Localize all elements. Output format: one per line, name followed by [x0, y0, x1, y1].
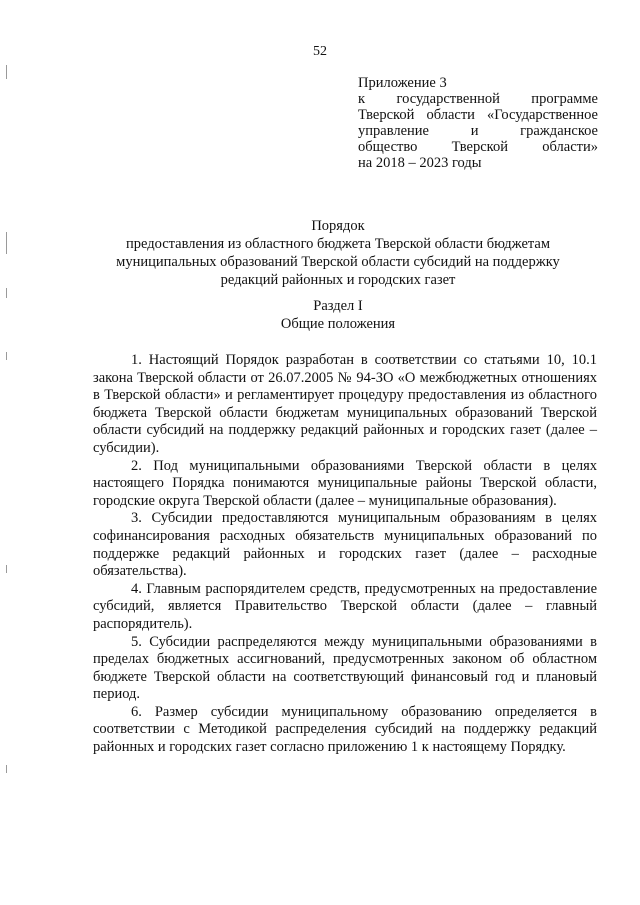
- appendix-line: Приложение 3: [358, 75, 447, 91]
- section-name: Общие положения: [280, 316, 396, 332]
- body-text: [93, 352, 597, 757]
- scan-margin-mark: [6, 352, 7, 360]
- scan-margin-mark: [6, 65, 7, 79]
- title-line: редакций районных и городских газет: [220, 272, 456, 288]
- appendix-line: общество Тверской области»: [358, 139, 598, 155]
- paragraph: 5. Субсидии распределяются между муниципальными образованиями в пределах бюджетных ассигнований, предусмотренных законом об областном бюджете Тверской области на соответствующий финансовый год и плановый период.: [93, 633, 597, 703]
- scan-margin-mark: [6, 765, 7, 773]
- section-number: Раздел I: [313, 298, 363, 314]
- appendix-line: к государственной программе: [358, 91, 598, 107]
- paragraph: 3. Субсидии предоставляются муниципальным образованиям в целях софинансирования расходных обязательств муниципальных образований по поддержке редакций районных и городских газет (далее – расходные обязательства).: [93, 510, 597, 580]
- paragraph: 2. Под муниципальными образованиями Тверской области в целях настоящего Порядка понимаются муниципальные районы Тверской области, городские округа Тверской области (далее – муниципальные образования).: [93, 457, 597, 509]
- document-title: [100, 217, 576, 289]
- scan-margin-mark: [6, 232, 7, 254]
- title-line: муниципальных образований Тверской области субсидий на поддержку: [116, 254, 560, 270]
- paragraph: 1. Настоящий Порядок разработан в соответствии со статьями 10, 10.1 закона Тверской области от 26.07.2005 № 94-ЗО «О межбюджетных отношениях в Тверской области» и регламентирует процедуру предоставления из областного бюджета Тверской области бюджетам муниципальных образований Тверской области субсидий на поддержку редакций районных и городских газет (далее – субсидии).: [93, 352, 597, 456]
- section-heading: [100, 297, 576, 333]
- appendix-note: [358, 75, 598, 171]
- page-number: 52: [313, 44, 327, 59]
- scan-margin-mark: [6, 565, 7, 573]
- title-heading: Порядок: [311, 218, 365, 234]
- scan-margin-mark: [6, 288, 7, 298]
- appendix-line: управление и гражданское: [358, 123, 598, 139]
- paragraph: 4. Главным распорядителем средств, предусмотренных на предоставление субсидий, является Правительство Тверской области (далее – главный распорядитель).: [93, 580, 597, 632]
- paragraph: 6. Размер субсидии муниципальному образованию определяется в соответствии с Методикой распределения субсидий на поддержку редакций районных и городских газет согласно приложению 1 к настоящему Порядку.: [93, 703, 597, 756]
- appendix-line: Тверской области «Государственное: [358, 107, 598, 123]
- title-line: предоставления из областного бюджета Тверской области бюджетам: [125, 236, 551, 252]
- appendix-line: на 2018 – 2023 годы: [358, 155, 482, 171]
